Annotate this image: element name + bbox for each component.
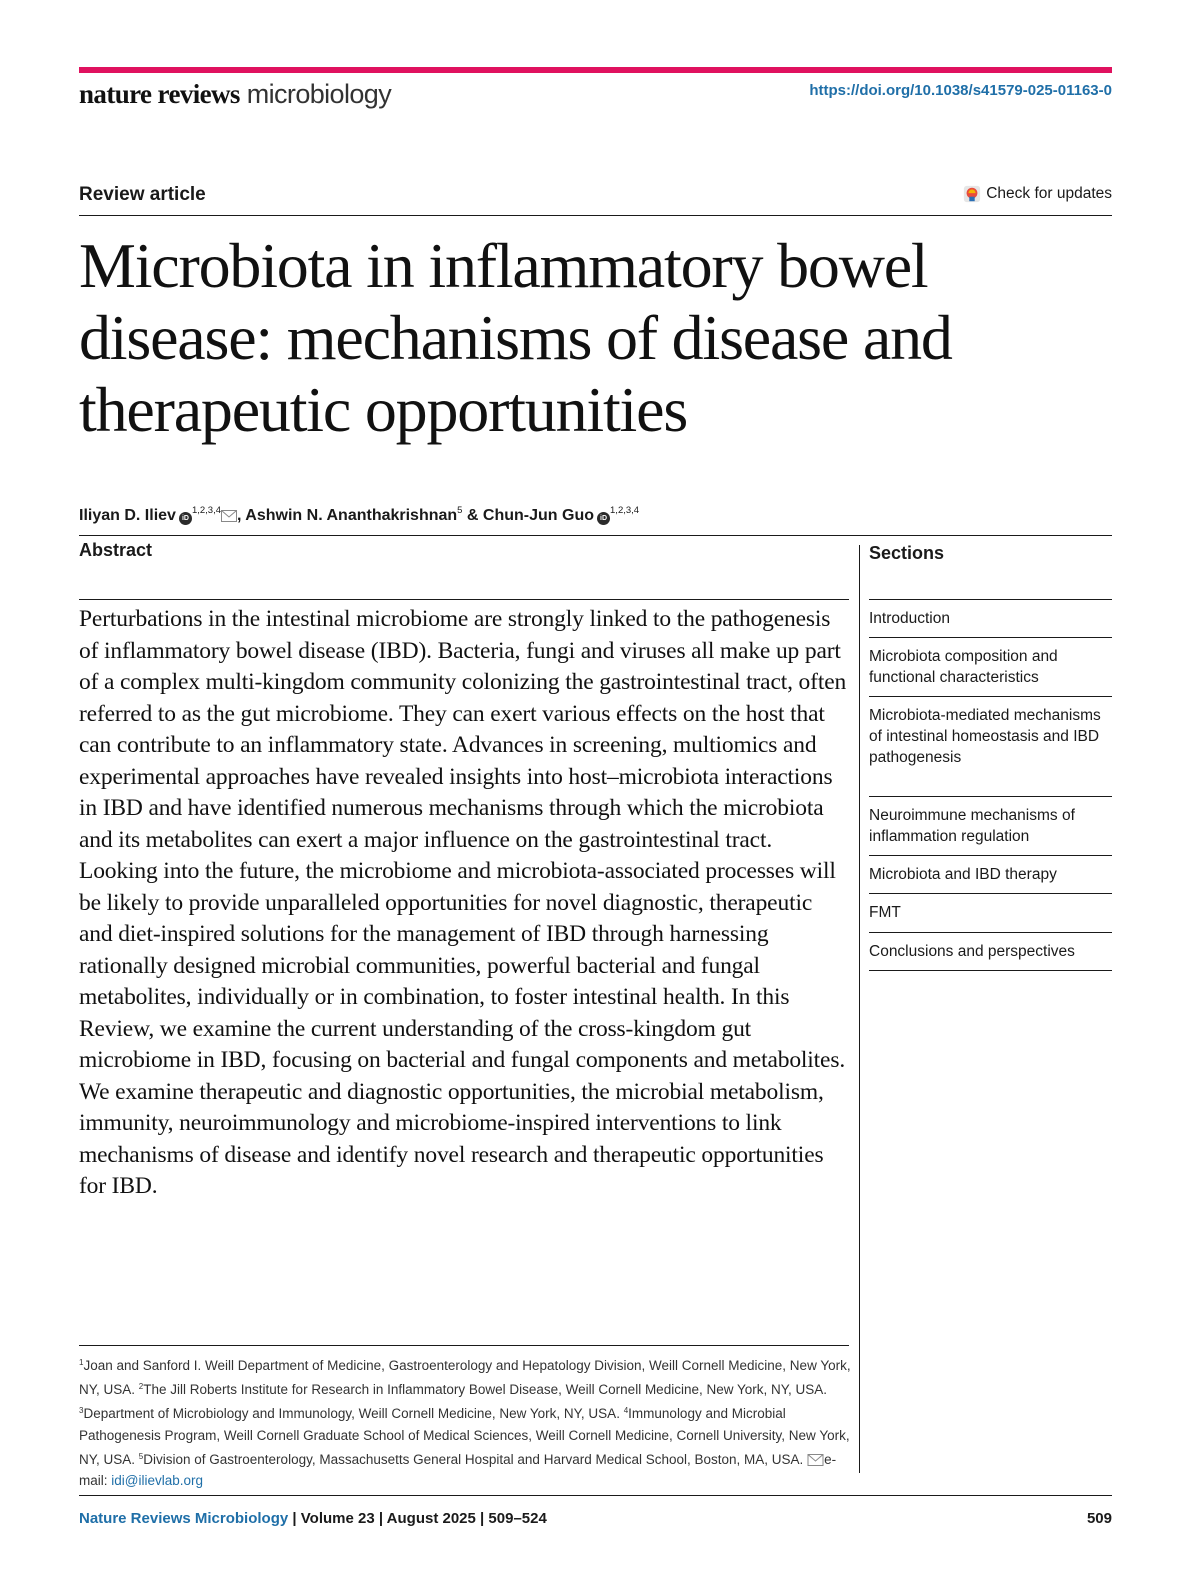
check-for-updates-link[interactable]	[963, 185, 1112, 203]
affiliation-sup: 3	[79, 1406, 84, 1416]
section-link-microbiota-mediated-mechanisms[interactable]: Microbiota-mediated mechanisms of intestinal homeostasis and IBD pathogenesis	[869, 707, 1101, 766]
footer-citation	[79, 1510, 547, 1527]
affiliation-text: Division of Gastroenterology, Massachusetts General Hospital and Harvard Medical School, Boston, MA, USA.	[143, 1451, 804, 1467]
abstract-divider	[79, 599, 849, 600]
affiliation-sup: 4	[623, 1406, 629, 1416]
section-link-introduction[interactable]: Introduction	[869, 610, 950, 627]
footer-volume: Volume 23	[300, 1510, 375, 1527]
section-divider	[869, 637, 1112, 638]
article-title: Microbiota in inflammatory bowel disease: mechanisms of disease and therapeutic opportunities	[79, 230, 952, 445]
affiliation-sup: 2	[138, 1382, 144, 1392]
affiliation-sup: 1	[79, 1358, 84, 1367]
affiliations	[79, 1352, 854, 1491]
abstract-text: Perturbations in the intestinal microbiome are strongly linked to the pathogenesis of inflammatory bowel disease (IBD). Bacteria, fungi and viruses all make up part of a complex multi-kingdom community colonizing the gastrointestinal tract, often referred to as the gut microbiome. They can exert various effects on the host that can contribute to an inflammatory state. Advances in screening, multiomics and experimental approaches have revealed insights into host–microbiota interactions in IBD and have identified numerous mechanisms through which the microbiota and its metabolites can exert a major influence on the gastrointestinal tract. Looking into the future, the microbiome and microbiota-associated processes will be likely to provide unparalleled opportunities for novel diagnostic, therapeutic and diet-inspired solutions for the management of IBD through harnessing rationally designed microbial communities, powerful bacterial and fungal metabolites, individually or in combination, to foster intestinal health. In this Review, we examine the current understanding of the cross-kingdom gut microbiome in IBD, focusing on bacterial and fungal components and metabolites. We examine therapeutic and diagnostic opportunities, the microbial metabolism, immunity, neuroimmunology and microbiome-inspired interventions to link mechanisms of disease and identify novel research and therapeutic opportunities for IBD.	[79, 606, 847, 1199]
affiliations-divider	[79, 1345, 849, 1346]
footer-journal-link[interactable]: Nature Reviews Microbiology	[79, 1510, 289, 1527]
page-number: 509	[1086, 1510, 1112, 1527]
affiliation-text: Immunology and Microbial Pathogenesis Program, Weill Cornell Graduate School of Medical Sciences, Weill Cornell Medicine, Cornell University, New York, NY, USA.	[79, 1406, 850, 1467]
check-updates-icon	[963, 185, 981, 203]
email-label: e-mail:	[79, 1451, 837, 1489]
section-link-conclusions[interactable]: Conclusions and perspectives	[869, 943, 1075, 960]
footer-pages: 509–524	[488, 1510, 547, 1527]
affiliation-text: The Jill Roberts Institute for Research in Inflammatory Bowel Disease, Weill Cornell Medicine, New York, NY, USA.	[143, 1382, 828, 1398]
section-link-neuroimmune-mechanisms[interactable]: Neuroimmune mechanisms of inflammation regulation	[869, 807, 1075, 845]
orcid-icon[interactable]: iD	[179, 512, 192, 525]
section-divider	[869, 855, 1112, 856]
header-divider	[79, 215, 1112, 216]
journal-logo-light: microbiology	[246, 79, 392, 109]
author-list	[79, 505, 639, 525]
orcid-icon[interactable]: iD	[597, 512, 610, 525]
sections-divider	[869, 599, 1112, 600]
authors-divider	[79, 535, 1112, 536]
envelope-icon	[807, 1454, 824, 1466]
footer-sep: |	[288, 1510, 301, 1527]
author-name[interactable]: Ashwin N. Ananthakrishnan	[245, 507, 458, 524]
article-type: Review article	[79, 184, 206, 205]
section-divider	[869, 932, 1112, 933]
journal-logo[interactable]	[79, 76, 391, 112]
affiliation-sup: 5	[138, 1451, 144, 1461]
author-affiliation-sup: 5	[457, 505, 463, 516]
author-name[interactable]: Chun-Jun Guo	[482, 507, 595, 524]
brand-bar	[79, 67, 1112, 73]
affiliation-text: Joan and Sanford I. Weill Department of Medicine, Gastroenterology and Hepatology Division, Weill Cornell Medicine, New York, NY, USA.	[79, 1358, 851, 1398]
author-separator: ,	[237, 507, 246, 524]
author-name[interactable]: Iliyan D. Iliev	[79, 507, 176, 524]
footer-sep: |	[374, 1510, 387, 1527]
section-divider	[869, 796, 1112, 797]
doi-link[interactable]: https://doi.org/10.1038/s41579-025-01163-0	[809, 82, 1112, 99]
footer-sep: |	[475, 1510, 489, 1527]
section-link-ibd-therapy[interactable]: Microbiota and IBD therapy	[869, 866, 1057, 883]
footer-divider	[79, 1495, 1112, 1496]
journal-logo-bold: nature reviews	[79, 79, 240, 109]
section-link-fmt[interactable]: FMT	[869, 904, 901, 921]
email-link[interactable]: idi@ilievlab.org	[111, 1473, 204, 1489]
sections-heading: Sections	[869, 543, 945, 563]
footer-date: August 2025	[386, 1510, 476, 1527]
section-link-microbiota-composition[interactable]: Microbiota composition and functional characteristics	[869, 648, 1058, 686]
author-affiliation-sup: 1,2,3,4	[610, 505, 640, 516]
section-divider	[869, 970, 1112, 971]
envelope-icon[interactable]	[221, 510, 237, 522]
column-divider	[859, 545, 860, 1473]
author-affiliation-sup: 1,2,3,4	[191, 505, 221, 516]
check-updates-label: Check for updates	[986, 185, 1112, 202]
affiliation-text: Department of Microbiology and Immunology, Weill Cornell Medicine, New York, NY, USA.	[83, 1406, 620, 1422]
section-divider	[869, 893, 1112, 894]
author-separator: &	[462, 507, 483, 524]
abstract-heading: Abstract	[79, 540, 153, 560]
section-divider	[869, 696, 1112, 697]
